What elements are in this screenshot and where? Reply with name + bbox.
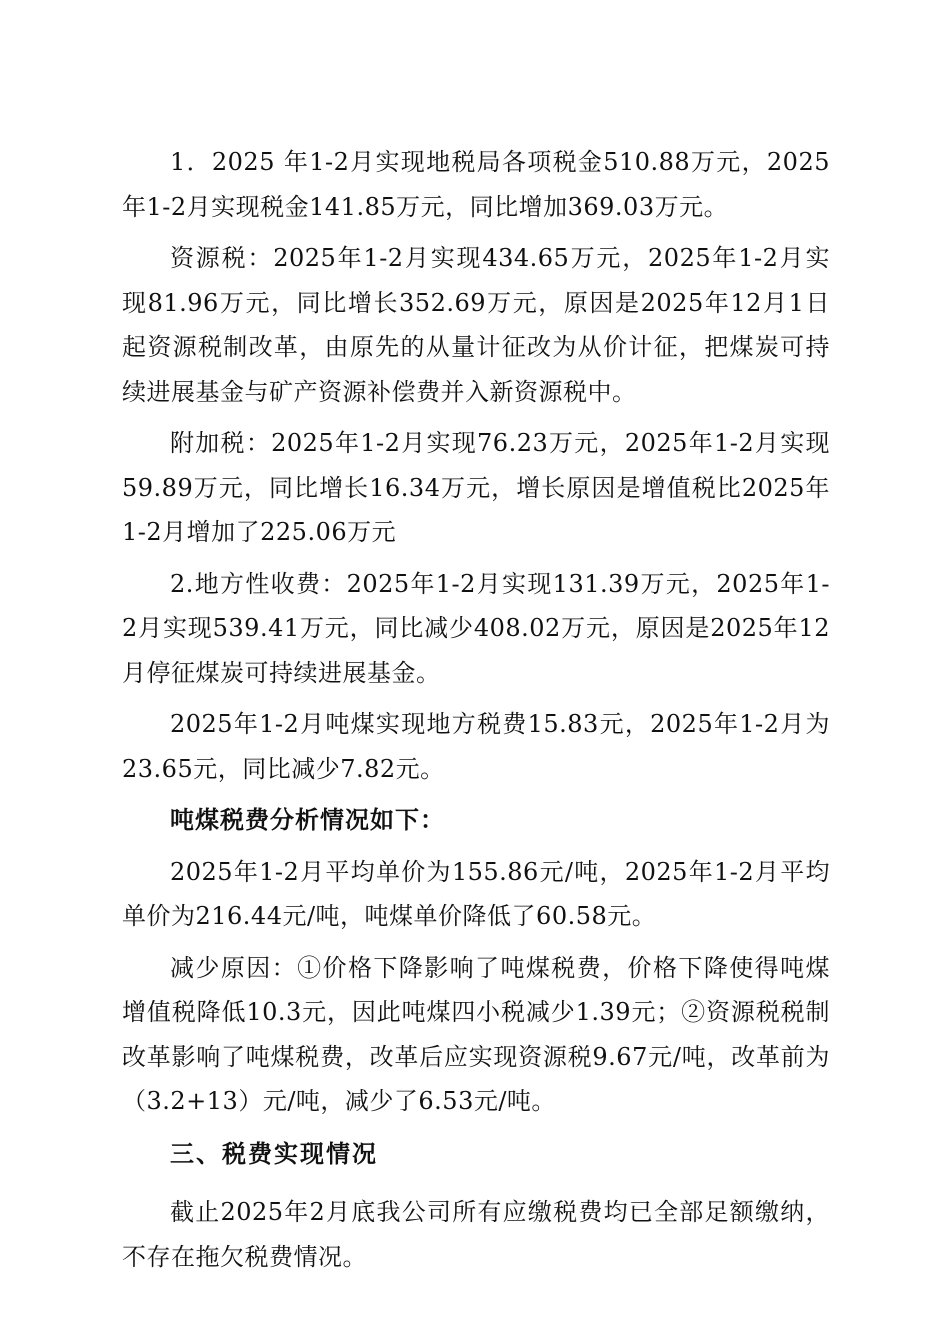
paragraph-local-tax-total: 1．2025 年1-2月实现地税局各项税金510.88万元，2025年1-2月实现税金141.85万元，同比增加369.03万元。 — [122, 148, 830, 221]
paragraph-per-ton-fees: 2025年1-2月吨煤实现地方税费15.83元，2025年1-2月为23.65元，同比减少7.82元。 — [122, 710, 830, 783]
document-body — [122, 140, 830, 1286]
paragraph-unit-price: 2025年1-2月平均单价为155.86元/吨，2025年1-2月平均单价为216.44元/吨，吨煤单价降低了60.58元。 — [122, 857, 830, 930]
analysis-heading: 吨煤税费分析情况如下： — [170, 805, 445, 834]
paragraph-local-fees: 2.地方性收费：2025年1-2月实现131.39万元，2025年1-2月实现539.41万元，同比减少408.02万元，原因是2025年12月停征煤炭可持续进展基金。 — [122, 569, 830, 687]
paragraph-surtax: 附加税：2025年1-2月实现76.23万元，2025年1-2月实现59.89万元，同比增长16.34万元，增长原因是增值税比2025年1-2月增加了225.06万元 — [122, 429, 830, 546]
paragraph-payment-status: 截止2025年2月底我公司所有应缴税费均已全部足额缴纳，不存在拖欠税费情况。 — [122, 1198, 830, 1271]
section-three-heading: 三、税费实现情况 — [170, 1138, 378, 1168]
paragraph-resource-tax: 资源税：2025年1-2月实现434.65万元，2025年1-2月实现81.96万元，同比增长352.69万元，原因是2025年12月1日起资源税制改革，由原先的从量计征改为从价计征，把煤炭可持续进展基金与矿产资源补偿费并入新资源税中。 — [122, 244, 830, 406]
paragraph-decrease-reasons: 减少原因：①价格下降影响了吨煤税费，价格下降使得吨煤增值税降低10.3元，因此吨煤四小税减少1.39元；②资源税税制改革影响了吨煤税费，改革后应实现资源税9.67元/吨，改革前为（3.2+13）元/吨，减少了6.53元/吨。 — [122, 953, 830, 1115]
